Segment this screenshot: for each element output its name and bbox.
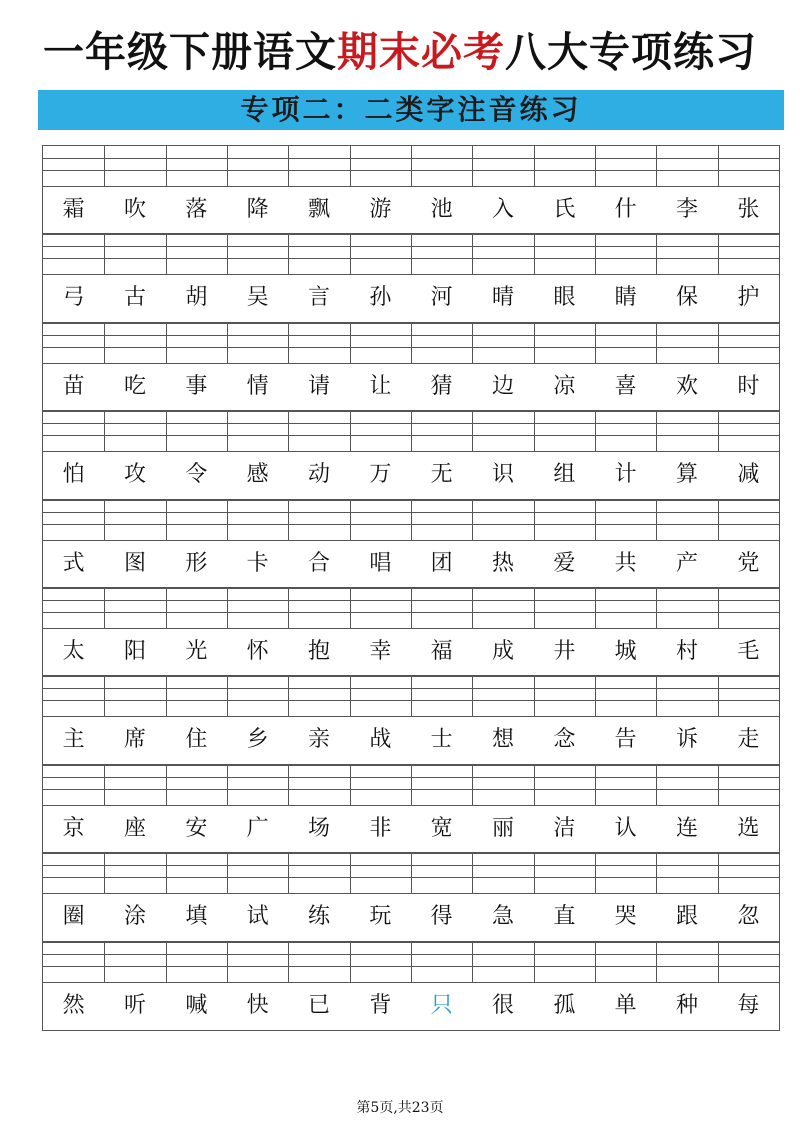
column-divider (595, 676, 596, 716)
character: 试 (246, 904, 269, 930)
character: 万 (369, 462, 392, 488)
character: 井 (553, 639, 576, 664)
column-divider (718, 765, 719, 805)
character: 走 (737, 727, 760, 753)
character: 共 (614, 550, 637, 576)
character: 眼 (553, 285, 576, 311)
column-divider (656, 942, 657, 982)
character: 连 (675, 815, 698, 841)
column-divider (166, 765, 167, 805)
character: 已 (307, 992, 330, 1018)
character: 告 (614, 727, 637, 753)
column-divider (718, 411, 719, 451)
column-divider (472, 323, 473, 363)
character-row (43, 716, 779, 764)
practice-block (43, 500, 779, 588)
practice-block (43, 853, 779, 941)
character: 想 (491, 727, 514, 753)
column-divider (104, 500, 105, 540)
column-divider (104, 765, 105, 805)
character: 爱 (553, 550, 576, 576)
column-divider (411, 323, 412, 363)
column-divider (288, 411, 289, 451)
column-divider (534, 765, 535, 805)
character: 直 (553, 904, 576, 930)
character: 急 (491, 904, 514, 930)
character: 背 (369, 992, 392, 1018)
column-divider (411, 234, 412, 274)
character: 睛 (614, 285, 637, 311)
character: 算 (675, 462, 698, 488)
column-divider (534, 942, 535, 982)
column-divider (472, 500, 473, 540)
column-divider (656, 411, 657, 451)
pinyin-writing-lines[interactable] (43, 323, 779, 363)
character: 快 (246, 992, 269, 1018)
character: 喜 (614, 373, 637, 399)
column-divider (411, 411, 412, 451)
character: 护 (737, 285, 760, 311)
character: 合 (307, 550, 330, 576)
character: 吃 (123, 373, 146, 399)
practice-block (43, 676, 779, 764)
column-divider (166, 942, 167, 982)
column-divider (718, 146, 719, 186)
character-row (43, 893, 779, 941)
column-divider (104, 146, 105, 186)
column-divider (227, 146, 228, 186)
character: 霜 (62, 197, 85, 222)
character: 席 (123, 727, 146, 753)
character-row (43, 451, 779, 499)
column-divider (595, 500, 596, 540)
column-divider (656, 588, 657, 628)
character: 式 (62, 550, 85, 576)
character: 玩 (369, 904, 392, 930)
column-divider (350, 853, 351, 893)
character-row (43, 274, 779, 322)
column-divider (104, 588, 105, 628)
pinyin-writing-lines[interactable] (43, 765, 779, 805)
character: 安 (185, 815, 208, 841)
column-divider (166, 234, 167, 274)
character: 入 (491, 197, 514, 222)
character-row (43, 805, 779, 853)
character: 飘 (307, 197, 330, 222)
character: 吴 (246, 285, 269, 311)
character: 得 (430, 904, 453, 930)
title-part-3: 八大专项练习 (505, 28, 757, 76)
character: 感 (246, 462, 269, 488)
character: 什 (614, 197, 637, 222)
column-divider (350, 942, 351, 982)
pinyin-writing-lines[interactable] (43, 853, 779, 893)
column-divider (288, 146, 289, 186)
pinyin-writing-lines[interactable] (43, 411, 779, 451)
column-divider (288, 588, 289, 628)
character: 太 (62, 639, 85, 664)
character-row (43, 186, 779, 234)
character: 跟 (675, 904, 698, 930)
character: 李 (675, 197, 698, 222)
column-divider (166, 146, 167, 186)
pinyin-writing-lines[interactable] (43, 146, 779, 186)
column-divider (227, 411, 228, 451)
column-divider (350, 234, 351, 274)
character: 攻 (123, 462, 146, 488)
column-divider (104, 853, 105, 893)
character: 练 (307, 904, 330, 930)
character: 光 (185, 639, 208, 664)
practice-block (43, 146, 779, 234)
character: 广 (246, 815, 269, 841)
column-divider (166, 853, 167, 893)
character: 幸 (369, 639, 392, 664)
page-number: 第5页,共23页 (356, 1100, 444, 1116)
character: 胡 (185, 285, 208, 311)
character: 团 (430, 550, 453, 576)
column-divider (718, 323, 719, 363)
column-divider (656, 765, 657, 805)
character-row (43, 982, 779, 1030)
character: 落 (185, 197, 208, 222)
pinyin-writing-lines[interactable] (43, 588, 779, 628)
character: 忽 (737, 904, 760, 930)
column-divider (288, 323, 289, 363)
column-divider (227, 500, 228, 540)
character: 孤 (553, 992, 576, 1018)
character: 党 (737, 550, 760, 576)
column-divider (411, 765, 412, 805)
column-divider (718, 500, 719, 540)
character: 很 (491, 992, 514, 1018)
character: 古 (123, 285, 146, 311)
column-divider (227, 765, 228, 805)
character: 怕 (62, 462, 85, 488)
column-divider (227, 234, 228, 274)
character: 主 (62, 727, 85, 753)
column-divider (534, 500, 535, 540)
character: 宽 (430, 815, 453, 841)
practice-block (43, 411, 779, 499)
character: 哭 (614, 904, 637, 930)
column-divider (534, 588, 535, 628)
character: 村 (675, 639, 698, 664)
character: 座 (123, 815, 146, 841)
column-divider (472, 146, 473, 186)
character: 氏 (553, 197, 576, 222)
column-divider (534, 323, 535, 363)
column-divider (350, 676, 351, 716)
character: 战 (369, 727, 392, 753)
character-row (43, 363, 779, 411)
character: 每 (737, 992, 760, 1018)
character: 怀 (246, 639, 269, 664)
column-divider (595, 942, 596, 982)
character: 保 (675, 285, 698, 311)
column-divider (595, 323, 596, 363)
pinyin-writing-lines[interactable] (43, 942, 779, 982)
column-divider (656, 234, 657, 274)
character: 喊 (185, 992, 208, 1018)
character: 产 (675, 550, 698, 576)
practice-grid (42, 145, 780, 1031)
column-divider (534, 853, 535, 893)
character: 令 (185, 462, 208, 488)
character: 选 (737, 815, 760, 841)
character: 组 (553, 462, 576, 488)
column-divider (227, 853, 228, 893)
character: 福 (430, 639, 453, 664)
character: 晴 (491, 285, 514, 311)
character: 减 (737, 462, 760, 488)
column-divider (104, 323, 105, 363)
character: 卡 (246, 550, 269, 576)
column-divider (104, 411, 105, 451)
column-divider (104, 942, 105, 982)
column-divider (595, 588, 596, 628)
column-divider (166, 500, 167, 540)
title-highlight: 期末必考 (337, 28, 505, 76)
character: 听 (123, 992, 146, 1018)
column-divider (718, 234, 719, 274)
column-divider (411, 146, 412, 186)
practice-block (43, 234, 779, 322)
character: 游 (369, 197, 392, 222)
column-divider (656, 676, 657, 716)
character: 认 (614, 815, 637, 841)
character: 边 (491, 373, 514, 399)
character-row (43, 540, 779, 588)
character: 然 (62, 992, 85, 1018)
column-divider (166, 323, 167, 363)
column-divider (166, 588, 167, 628)
column-divider (534, 146, 535, 186)
character: 计 (614, 462, 637, 488)
column-divider (472, 676, 473, 716)
character: 张 (737, 197, 760, 222)
column-divider (227, 942, 228, 982)
column-divider (350, 411, 351, 451)
character: 诉 (675, 727, 698, 753)
character: 无 (430, 462, 453, 488)
character: 动 (307, 462, 330, 488)
column-divider (104, 676, 105, 716)
character: 唱 (369, 550, 392, 576)
pinyin-writing-lines[interactable] (43, 234, 779, 274)
character: 种 (675, 992, 698, 1018)
character: 让 (369, 373, 392, 399)
character: 言 (307, 285, 330, 311)
practice-block (43, 765, 779, 853)
column-divider (718, 853, 719, 893)
character: 热 (491, 550, 514, 576)
character: 孙 (369, 285, 392, 311)
character: 图 (123, 550, 146, 576)
column-divider (166, 676, 167, 716)
character: 凉 (553, 373, 576, 399)
character: 请 (307, 373, 330, 399)
column-divider (718, 942, 719, 982)
character: 弓 (62, 285, 85, 311)
column-divider (350, 146, 351, 186)
practice-block (43, 588, 779, 676)
character: 圈 (62, 904, 85, 930)
column-divider (227, 676, 228, 716)
column-divider (350, 323, 351, 363)
character: 毛 (737, 639, 760, 664)
character: 京 (62, 815, 85, 841)
column-divider (411, 588, 412, 628)
column-divider (350, 765, 351, 805)
character: 城 (614, 639, 637, 664)
character: 涂 (123, 904, 146, 930)
character: 降 (246, 197, 269, 222)
column-divider (534, 234, 535, 274)
column-divider (166, 411, 167, 451)
character: 事 (185, 373, 208, 399)
character: 时 (737, 373, 760, 399)
character: 丽 (491, 815, 514, 841)
column-divider (288, 942, 289, 982)
column-divider (411, 942, 412, 982)
character: 形 (185, 550, 208, 576)
character: 亲 (307, 727, 330, 753)
character: 阳 (123, 639, 146, 664)
column-divider (227, 588, 228, 628)
character: 苗 (62, 373, 85, 399)
page-title (0, 22, 800, 82)
practice-block (43, 323, 779, 411)
column-divider (718, 676, 719, 716)
column-divider (350, 588, 351, 628)
section-title: 专项二：二类字注音练习 (240, 93, 582, 126)
title-part-1: 一年级下册语文 (43, 28, 337, 76)
practice-block (43, 942, 779, 1030)
character: 欢 (675, 373, 698, 399)
character: 单 (614, 992, 637, 1018)
column-divider (350, 500, 351, 540)
column-divider (288, 234, 289, 274)
character: 住 (185, 727, 208, 753)
character: 识 (491, 462, 514, 488)
character: 池 (430, 197, 453, 222)
column-divider (656, 500, 657, 540)
column-divider (411, 676, 412, 716)
column-divider (595, 853, 596, 893)
character: 猜 (430, 373, 453, 399)
column-divider (288, 765, 289, 805)
column-divider (656, 853, 657, 893)
column-divider (288, 676, 289, 716)
column-divider (595, 411, 596, 451)
column-divider (411, 853, 412, 893)
column-divider (595, 765, 596, 805)
character: 抱 (307, 639, 330, 664)
column-divider (595, 146, 596, 186)
character: 填 (185, 904, 208, 930)
column-divider (656, 323, 657, 363)
character-row (43, 628, 779, 676)
character: 只 (430, 992, 453, 1018)
character: 非 (369, 815, 392, 841)
column-divider (656, 146, 657, 186)
column-divider (227, 323, 228, 363)
column-divider (472, 942, 473, 982)
character: 士 (430, 727, 453, 753)
column-divider (411, 500, 412, 540)
column-divider (534, 676, 535, 716)
character: 河 (430, 285, 453, 311)
column-divider (472, 411, 473, 451)
column-divider (595, 234, 596, 274)
character: 场 (307, 815, 330, 841)
column-divider (534, 411, 535, 451)
character: 念 (553, 727, 576, 753)
column-divider (718, 588, 719, 628)
column-divider (288, 500, 289, 540)
character: 乡 (246, 727, 269, 753)
character: 成 (491, 639, 514, 664)
pinyin-writing-lines[interactable] (43, 500, 779, 540)
column-divider (288, 853, 289, 893)
column-divider (472, 588, 473, 628)
character: 洁 (553, 815, 576, 841)
character: 吹 (123, 197, 146, 222)
column-divider (472, 234, 473, 274)
pinyin-writing-lines[interactable] (43, 676, 779, 716)
column-divider (472, 765, 473, 805)
column-divider (104, 234, 105, 274)
character: 情 (246, 373, 269, 399)
column-divider (472, 853, 473, 893)
